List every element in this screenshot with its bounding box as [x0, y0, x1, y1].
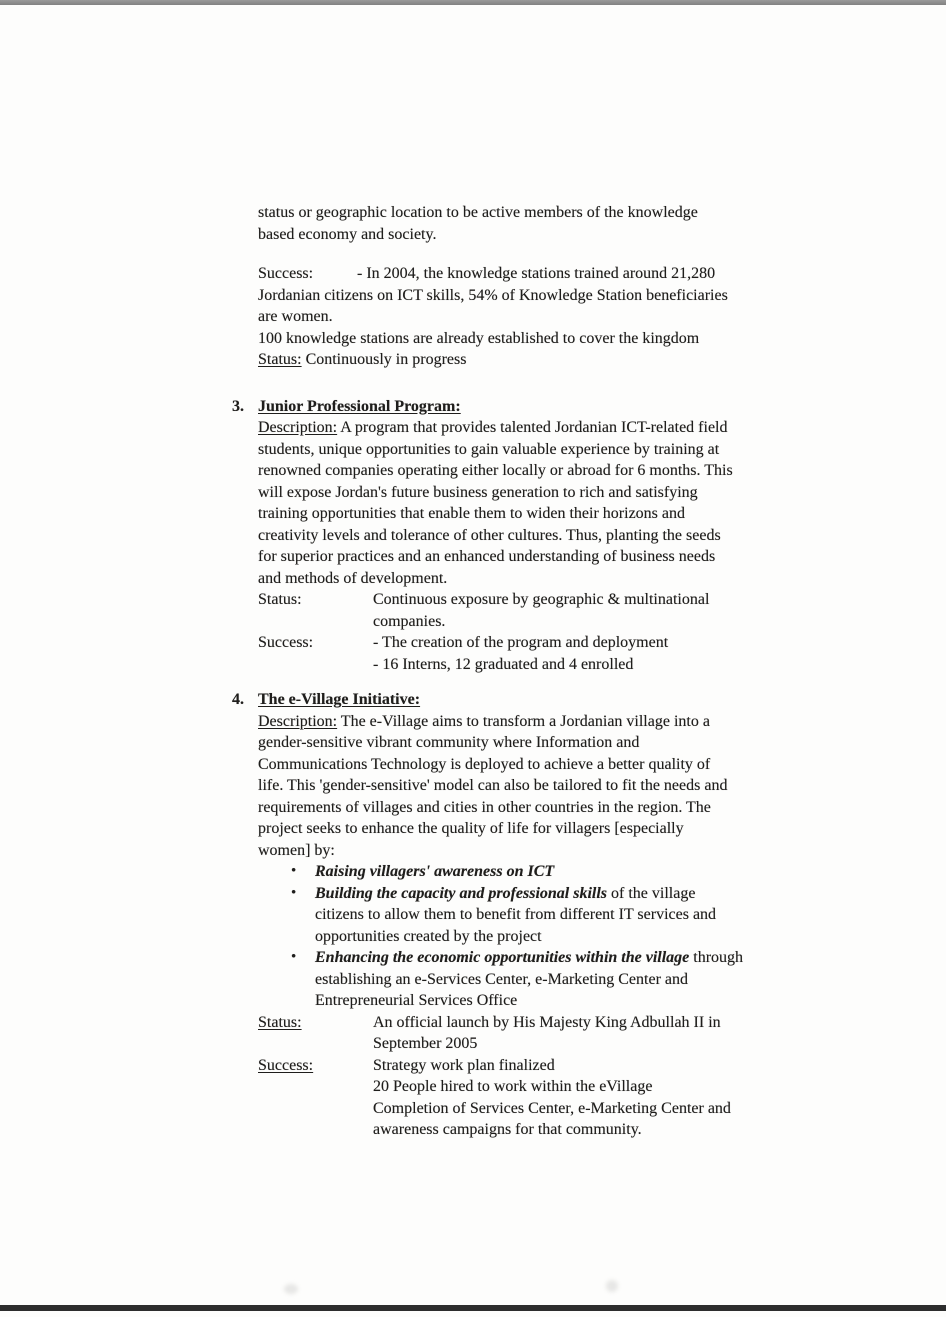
item4-bullet: [258, 861, 838, 883]
item4-description-label: Description:: [258, 712, 338, 730]
bullet-lead-text: Raising villagers' awareness on ICT: [315, 863, 555, 880]
item3-success-wrap-line: - 16 Interns, 12 graduated and 4 enrolled: [373, 655, 634, 673]
item3-description-line: for superior practices and an enhanced understanding of business needs: [258, 548, 716, 565]
item4-heading: [232, 689, 838, 711]
document-body: [232, 202, 838, 1141]
item4-description-line: women] by:: [258, 841, 335, 859]
item4-status-label: Status:: [258, 1013, 302, 1031]
page-bottom-border: [0, 1305, 946, 1311]
item4-success-wrap-line: Completion of Services Center, e-Marketing Center and: [373, 1099, 731, 1117]
ks-status-row: [258, 349, 838, 371]
ks-status-value: Continuously in progress: [301, 351, 467, 368]
intro-line: status or geographic location to be active members of the knowledge: [258, 204, 698, 221]
item4-success-label: Success:: [258, 1056, 314, 1074]
item4-success-value: Strategy work plan finalized: [373, 1056, 555, 1074]
item3-success-label: Success:: [258, 634, 314, 651]
item4-description-line: project seeks to enhance the quality of life for villagers [especially: [258, 820, 684, 837]
bullet-lead-text: Enhancing the economic opportunities within the village: [315, 949, 690, 966]
item4-status-value: An official launch by His Majesty King Adbullah II in: [373, 1013, 721, 1031]
item4-bullet-wrap-line: Entrepreneurial Services Office: [315, 992, 518, 1009]
item4-number: 4.: [232, 691, 244, 708]
spacer: [258, 371, 838, 396]
item4-success-wrap-line: awareness campaigns for that community.: [373, 1121, 642, 1138]
ks-success-row: [258, 263, 838, 285]
intro-line: based economy and society.: [258, 225, 437, 243]
item3-number: 3.: [232, 397, 244, 415]
ks-success-wrap-line: Jordanian citizens on ICT skills, 54% of Knowledge Station beneficiaries: [258, 286, 728, 304]
bullet-dot-icon: •: [291, 863, 297, 879]
scan-artifact: [284, 1284, 298, 1294]
item3-description-line: and methods of development.: [258, 569, 448, 587]
bullet-rest-text: through: [689, 949, 744, 966]
bullet-rest-text: of the village: [607, 884, 696, 902]
item4-success-row: [258, 1055, 838, 1077]
item3-description-line: will expose Jordan's future business generation to rich and satisfying: [258, 483, 698, 501]
item3-status-wrap-line: companies.: [373, 612, 446, 630]
ks-success-wrap-line: are women.: [258, 308, 333, 325]
item4-bullet-wrap-line: opportunities created by the project: [315, 927, 542, 945]
page-top-border: [0, 0, 946, 5]
spacer: [258, 245, 838, 263]
spacer: [258, 675, 838, 689]
item4-bullet: [258, 947, 838, 969]
item3-description-text: A program that provides talented Jordanian ICT-related field: [337, 419, 728, 436]
item4-bullet-wrap-line: establishing an e-Services Center, e-Marketing Center and: [315, 970, 689, 988]
item3-description-line: renowned companies operating either locally or abroad for 6 months. This: [258, 462, 733, 479]
item3-description-line: students, unique opportunities to gain valuable experience by training at: [258, 440, 720, 458]
scan-artifact: [606, 1280, 618, 1292]
item3-heading: [232, 396, 838, 418]
item4-description-line: [258, 711, 838, 733]
bullet-dot-icon: •: [291, 884, 297, 901]
ks-success-value: - In 2004, the knowledge stations trained around 21,280: [357, 265, 716, 282]
bullet-dot-icon: •: [291, 949, 297, 965]
bullet-lead-text: Building the capacity and professional skills: [315, 884, 608, 902]
item4-description-line: gender-sensitive vibrant community where Information and: [258, 734, 640, 751]
item3-status-label: Status:: [258, 591, 302, 608]
item4-bullet: [258, 883, 838, 905]
item4-description-line: requirements of villages and cities in other countries in the region. The: [258, 798, 711, 816]
item3-description-line: creativity levels and tolerance of other cultures. Thus, planting the seeds: [258, 526, 721, 544]
item3-title: Junior Professional Program:: [258, 397, 461, 415]
item3-status-value: Continuous exposure by geographic & multinational: [373, 591, 710, 608]
item4-success-wrap-line: 20 People hired to work within the eVillage: [373, 1078, 653, 1095]
item3-success-row: [258, 632, 838, 654]
ks-success-wrap-line: 100 knowledge stations are already established to cover the kingdom: [258, 329, 700, 347]
item4-title: The e-Village Initiative:: [258, 691, 421, 708]
item3-description-line: training opportunities that enable them to widen their horizons and: [258, 505, 686, 522]
item4-status-row: [258, 1012, 838, 1034]
item3-status-row: [258, 589, 838, 611]
item4-description-text: The e-Village aims to transform a Jordanian village into a: [337, 712, 710, 730]
item4-description-line: life. This 'gender-sensitive' model can also be tailored to fit the needs and: [258, 777, 728, 794]
item3-description-line: [258, 417, 838, 439]
item3-success-value: - The creation of the program and deployment: [373, 634, 669, 651]
item4-status-wrap-line: September 2005: [373, 1035, 478, 1052]
item4-description-line: Communications Technology is deployed to achieve a better quality of: [258, 755, 711, 773]
item3-description-label: Description:: [258, 419, 338, 436]
ks-success-label: Success:: [258, 265, 314, 282]
ks-status-label: Status:: [258, 351, 302, 368]
item4-bullet-wrap-line: citizens to allow them to benefit from different IT services and: [315, 906, 717, 923]
